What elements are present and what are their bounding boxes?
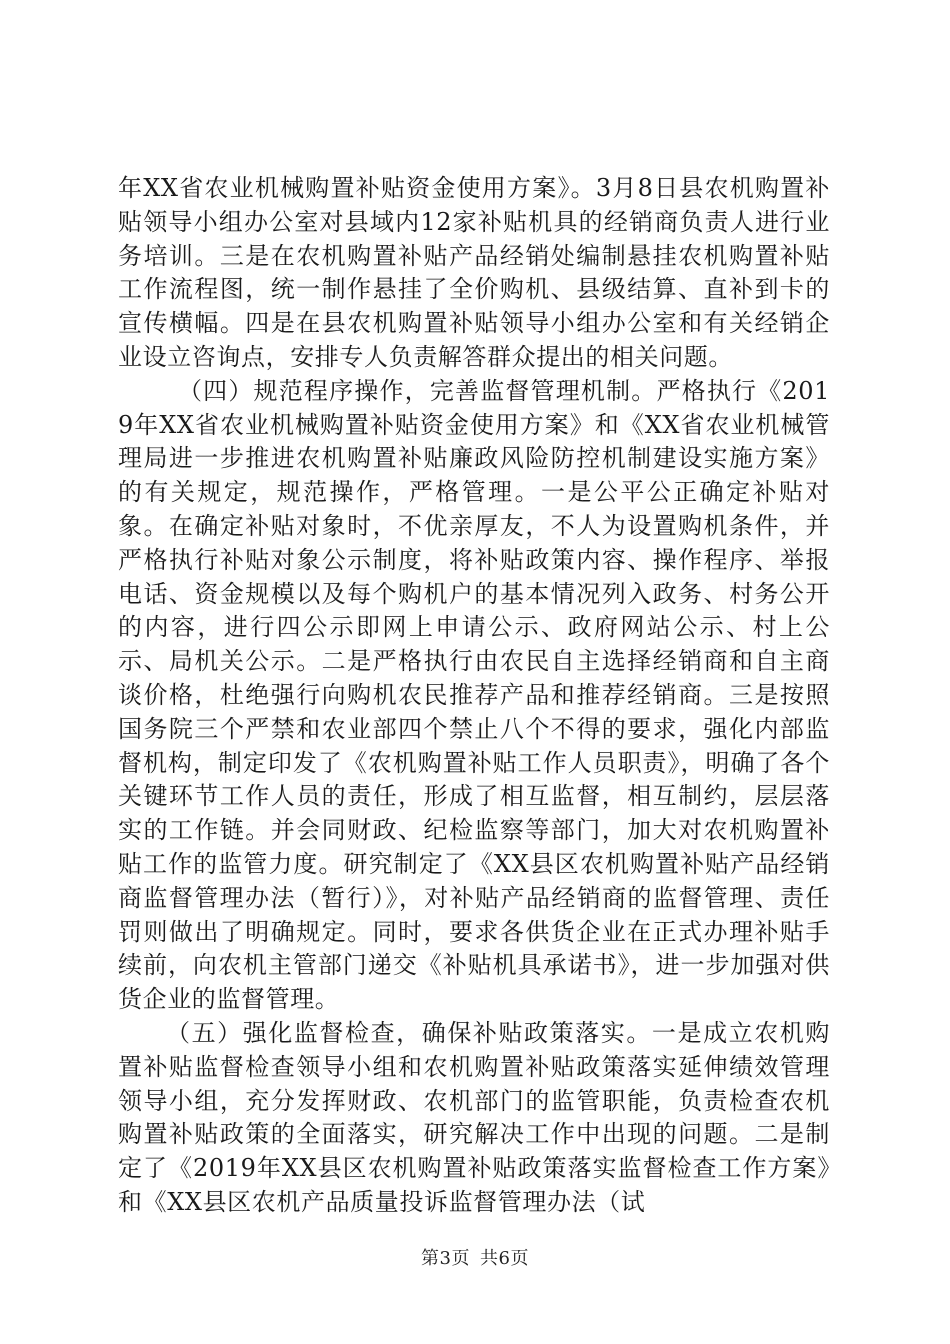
page-total: 共6页 xyxy=(480,1248,529,1269)
page-footer xyxy=(0,1244,950,1270)
paragraph-section-five: （五）强化监督检查，确保补贴政策落实。一是成立农机购置补贴监督检查领导小组和农机购置补贴政策落实延伸绩效管理领导小组，充分发挥财政、农机部门的监管职能，负责检查农机购置补贴政策的全面落实，研究解决工作中出现的问题。二是制定了《2019年XX县区农机购置补贴政策落实监督检查工作方案》和《XX县区农机产品质量投诉监督管理办法（试 xyxy=(118,1018,830,1216)
page-number: 第3页 xyxy=(421,1248,470,1269)
paragraph-section-four: （四）规范程序操作，完善监督管理机制。严格执行《2019年XX省农业机械购置补贴资金使用方案》和《XX省农业机械管理局进一步推进农机购置补贴廉政风险防控机制建设实施方案》的有关规定，规范操作，严格管理。一是公平公正确定补贴对象。在确定补贴对象时，不优亲厚友，不人为设置购机条件，并严格执行补贴对象公示制度，将补贴政策内容、操作程序、举报电话、资金规模以及每个购机户的基本情况列入政务、村务公开的内容，进行四公示即网上申请公示、政府网站公示、村上公示、局机关公示。二是严格执行由农民自主选择经销商和自主商谈价格，杜绝强行向购机农民推荐产品和推荐经销商。三是按照国务院三个严禁和农业部四个禁止八个不得的要求，强化内部监督机构，制定印发了《农机购置补贴工作人员职责》，明确了各个关键环节工作人员的责任，形成了相互监督，相互制约，层层落实的工作链。并会同财政、纪检监察等部门，加大对农机购置补贴工作的监管力度。研究制定了《XX县区农机购置补贴产品经销商监督管理办法（暂行）》，对补贴产品经销商的监督管理、责任罚则做出了明确规定。同时，要求各供货企业在正式办理补贴手续前，向农机主管部门递交《补贴机具承诺书》，进一步加强对供货企业的监督管理。 xyxy=(118,376,830,1014)
body-text xyxy=(118,172,830,1220)
paragraph-continuation: 年XX省农业机械购置补贴资金使用方案》。3月8日县农机购置补贴领导小组办公室对县域内12家补贴机具的经销商负责人进行业务培训。三是在农机购置补贴产品经销处编制悬挂农机购置补贴工作流程图，统一制作悬挂了全价购机、县级结算、直补到卡的宣传横幅。四是在县农机购置补贴领导小组办公室和有关经销企业设立咨询点，安排专人负责解答群众提出的相关问题。 xyxy=(118,174,830,371)
